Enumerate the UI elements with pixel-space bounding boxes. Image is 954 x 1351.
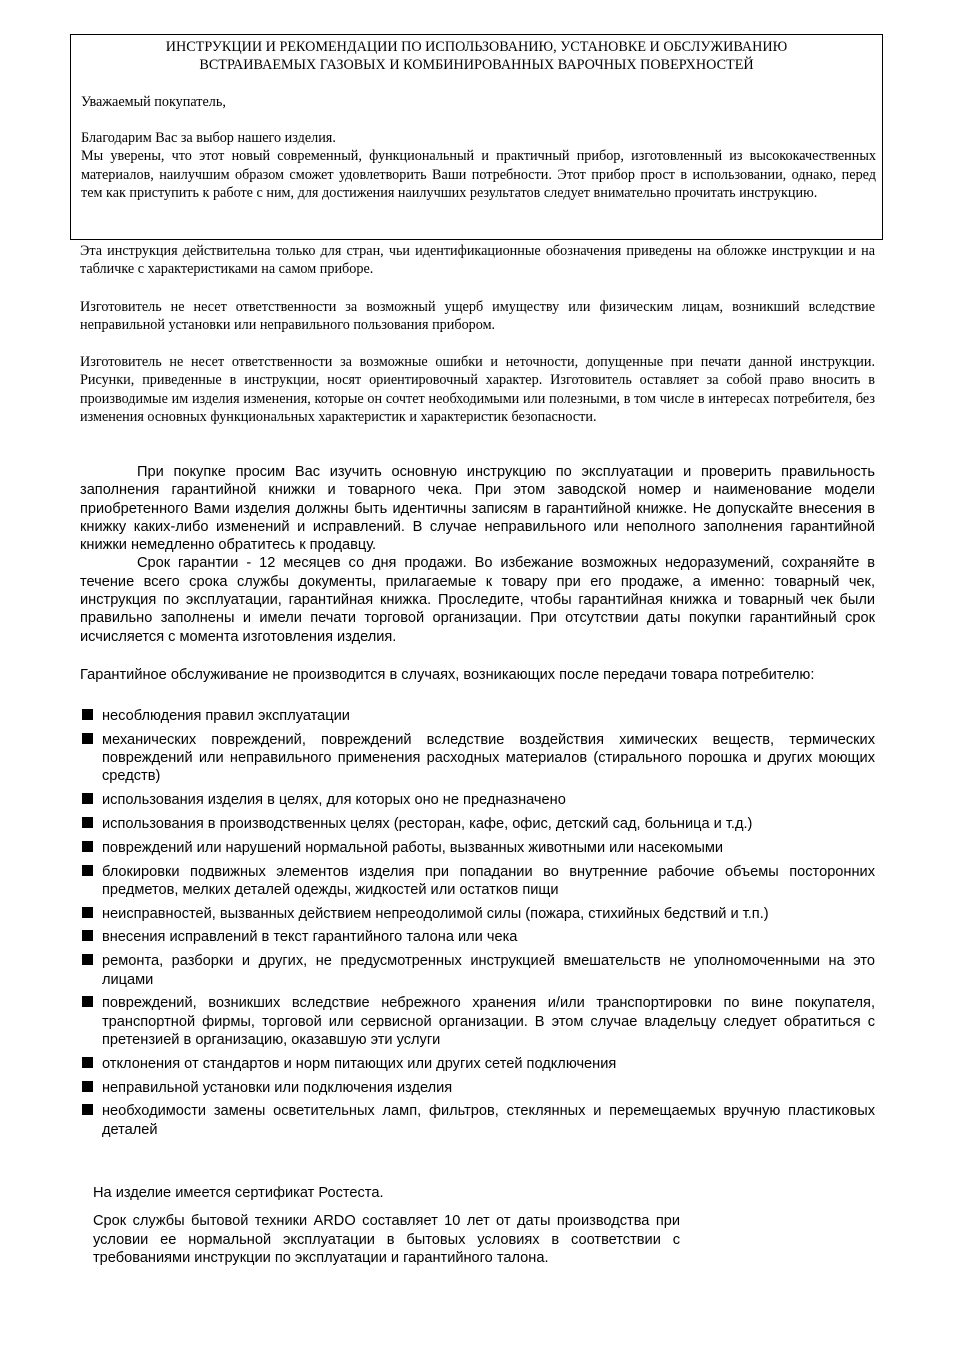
list-item-text: внесения исправлений в текст гарантийного талона или чека bbox=[102, 929, 518, 946]
title-line-2: ВСТРАИВАЕМЫХ ГАЗОВЫХ И КОМБИНИРОВАННЫХ ВАРОЧНЫХ ПОВЕРХНОСТЕЙ bbox=[199, 57, 754, 73]
purchase-paragraph: При покупке просим Вас изучить основную инструкцию по эксплуатации и проверить правильность заполнения гарантийной книжки и товарного чека. При этом заводской номер и наименование модели приобретенного Вами изделия должны быть идентичны записям в гарантийной книжке. Не допускайте внесения в книжку каких-либо изменений и исправлений. В случае неправильного или неполного заполнения гарантийной книжки немедленно обратитесь к продавцу. bbox=[80, 464, 875, 554]
exclusions-intro: Гарантийное обслуживание не производится в случаях, возникающих после передачи товара потребителю: bbox=[80, 667, 815, 683]
warranty-section bbox=[80, 463, 875, 646]
list-item bbox=[80, 952, 875, 989]
greeting: Уважаемый покупатель, bbox=[81, 94, 226, 110]
list-item bbox=[80, 1102, 875, 1139]
bullet-square-icon bbox=[82, 733, 93, 744]
list-item-text: использования изделия в целях, для которых оно не предназначено bbox=[102, 792, 566, 809]
document-title bbox=[71, 38, 882, 74]
list-item-text: ремонта, разборки и других, не предусмотренных инструкцией вмешательств не уполномоченными на это лицами bbox=[102, 953, 875, 988]
list-item bbox=[80, 791, 875, 809]
certificate-notice: На изделие имеется сертификат Ростеста. bbox=[93, 1185, 384, 1201]
intro-text bbox=[81, 129, 876, 203]
bullet-square-icon bbox=[82, 841, 93, 852]
bullet-square-icon bbox=[82, 996, 93, 1007]
list-item bbox=[80, 1079, 875, 1097]
list-item bbox=[80, 815, 875, 833]
title-box bbox=[70, 34, 883, 240]
thanks-paragraph: Благодарим Вас за выбор нашего изделия. bbox=[81, 130, 336, 146]
bullet-square-icon bbox=[82, 709, 93, 720]
validity-notice: Эта инструкция действительна только для стран, чьи идентификационные обозначения приведены на обложке инструкции и на табличке с характеристиками на самом приборе. bbox=[80, 243, 875, 278]
list-item bbox=[80, 905, 875, 923]
list-item-text: отклонения от стандартов и норм питающих или других сетей подключения bbox=[102, 1055, 617, 1072]
bullet-square-icon bbox=[82, 954, 93, 965]
footer-section bbox=[93, 1184, 680, 1267]
list-item bbox=[80, 1055, 875, 1073]
list-item-text: несоблюдения правил эксплуатации bbox=[102, 708, 350, 724]
list-item-text: неисправностей, вызванных действием непреодолимой силы (пожара, стихийных бедствий и т.п.) bbox=[102, 905, 769, 922]
bullet-square-icon bbox=[82, 930, 93, 941]
service-life-notice: Срок службы бытовой техники ARDO составляет 10 лет от даты производства при условии ее нормальной эксплуатации в бытовых условиях в соответствии с требованиями инструкции по эксплуатации и гарантийного талона. bbox=[93, 1213, 680, 1266]
title-line-1: ИНСТРУКЦИИ И РЕКОМЕНДАЦИИ ПО ИСПОЛЬЗОВАНИЮ, УСТАНОВКЕ И ОБСЛУЖИВАНИЮ bbox=[165, 39, 788, 55]
list-item-text: повреждений или нарушений нормальной работы, вызванных животными или насекомыми bbox=[102, 839, 724, 856]
bullet-square-icon bbox=[82, 817, 93, 828]
list-item bbox=[80, 863, 875, 900]
list-item-text: использования в производственных целях (ресторан, кафе, офис, детский сад, больница и т.д.) bbox=[102, 815, 753, 832]
list-item bbox=[80, 839, 875, 857]
list-item-text: блокировки подвижных элементов изделия при попадании во внутренние рабочие объемы посторонних предметов, мелких деталей одежды, жидкостей или остатков пищи bbox=[102, 863, 875, 898]
list-item-text: необходимости замены осветительных ламп, фильтров, стеклянных и перемещаемых вручную пластиковых деталей bbox=[102, 1103, 875, 1138]
list-item-text: механических повреждений, повреждений вследствие воздействия химических веществ, термических повреждений или неправильного применения расходных материалов (стирального порошка и других моющих средств) bbox=[102, 731, 875, 785]
list-item bbox=[80, 994, 875, 1049]
bullet-square-icon bbox=[82, 1104, 93, 1115]
list-item bbox=[80, 707, 875, 725]
bullet-square-icon bbox=[82, 907, 93, 918]
bullet-square-icon bbox=[82, 1057, 93, 1068]
exclusions-list bbox=[80, 707, 875, 1144]
list-item bbox=[80, 928, 875, 946]
list-item-text: неправильной установки или подключения изделия bbox=[102, 1079, 453, 1096]
list-item bbox=[80, 731, 875, 786]
intro-paragraph: Мы уверены, что этот новый современный, функциональный и практичный прибор, изготовленный из высококачественных материалов, наилучшим образом сможет удовлетворить Ваши потребности. Этот прибор прост в использовании, однако, перед тем как приступить к работе с ним, для достижения наилучших результатов следует внимательно прочитать инструкцию. bbox=[81, 148, 876, 202]
bullet-square-icon bbox=[82, 865, 93, 876]
bullet-square-icon bbox=[82, 793, 93, 804]
warranty-period-paragraph: Срок гарантии - 12 месяцев со дня продажи. Во избежание возможных недоразумений, сохраняйте в течение всего срока службы документы, прилагаемые к товару при его продаже, а именно: товарный чек, инструкция по эксплуатации, гарантийная книжка. Проследите, чтобы гарантийная книжка и товарный чек были правильно заполнены и имели печати торговой организации. При отсутствии даты покупки гарантийный срок исчисляется с момента изготовления изделия. bbox=[80, 555, 875, 645]
liability-damage-notice: Изготовитель не несет ответственности за возможный ущерб имуществу или физическим лицам, возникший вследствие неправильной установки или неправильного пользования прибором. bbox=[80, 299, 875, 334]
bullet-square-icon bbox=[82, 1081, 93, 1092]
liability-errors-notice: Изготовитель не несет ответственности за возможные ошибки и неточности, допущенные при печати данной инструкции. Рисунки, приведенные в инструкции, носят ориентировочный характер. Изготовитель оставляет за собой право вносить в производимые им изделия изменения, которые он сочтет необходимыми или полезными, в том числе в интересах потребителя, без изменения основных функциональных характеристик и характеристик безопасности. bbox=[80, 354, 875, 426]
list-item-text: повреждений, возникших вследствие небрежного хранения и/или транспортировки по вине покупателя, транспортной фирмы, торговой или сервисной организации. В этом случае владельцу следует обратиться с претензией в организацию, оказавшую эти услуги bbox=[102, 995, 875, 1048]
